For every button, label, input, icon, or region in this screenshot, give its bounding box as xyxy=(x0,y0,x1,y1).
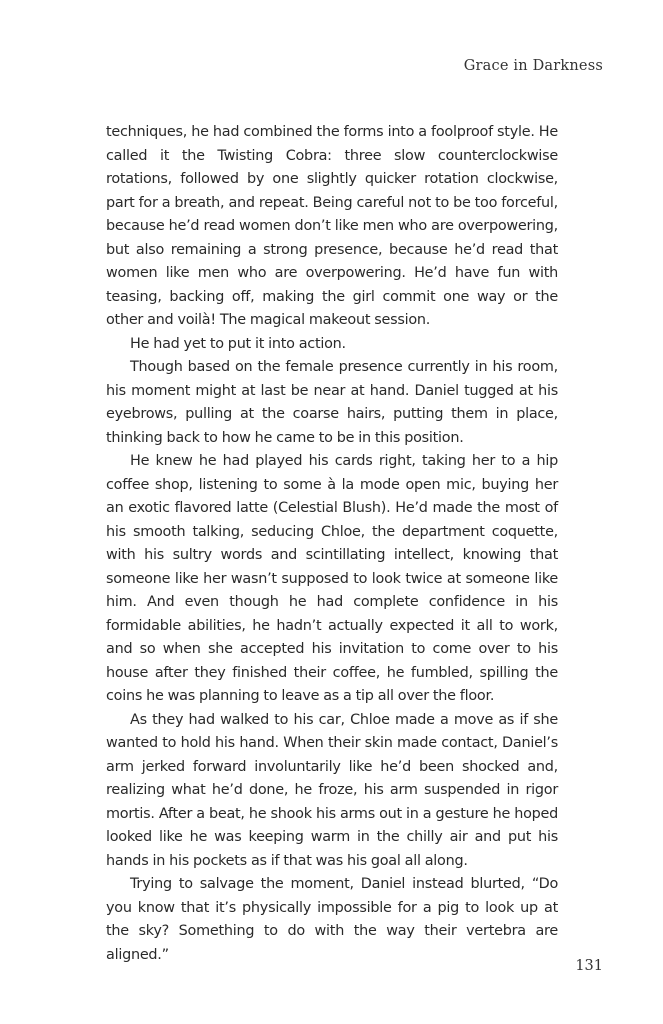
paragraph: He knew he had played his cards right, taking her to a hip coffee shop, listening to some à la mode open mic, buying her an exotic flavored latte (Celestial Blush). He’d made the most of his smooth talking, seducing Chloe, the department coquette, with his sultry words and scintillating intellect, knowing that someone like her wasn’t supposed to look twice at someone like him. And even though he had complete confidence in his formidable abilities, he hadn’t actually expected it all to work, and so when she accepted his invitation to come over to his house after they finished their coffee, he fumbled, spilling the coins he was planning to leave as a tip all over the floor. xyxy=(106,453,558,704)
paragraph: He had yet to put it into action. xyxy=(130,335,346,352)
body-text xyxy=(106,121,558,967)
paragraph: Trying to salvage the moment, Daniel instead blurted, “Do you know that it’s physically impossible for a pig to look up at the sky? Something to do with the way their vertebra are aligned.” xyxy=(106,876,558,963)
paragraph: techniques, he had combined the forms into a foolproof style. He called it the Twisting Cobra: three slow counterclockwise rotations, followed by one slightly quicker rotation clockwise, part for a breath, and repeat. Being careful not to be too forceful, because he’d read women don’t like men who are overpowering, but also remaining a strong presence, because he’d read that women like men who are overpowering. He’d have fun with teasing, backing off, making the girl commit one way or the other and voilà! The magical makeout session. xyxy=(106,124,558,328)
running-head: Grace in Darkness xyxy=(463,58,603,74)
page-number: 131 xyxy=(575,958,603,974)
paragraph: Though based on the female presence currently in his room, his moment might at last be near at hand. Daniel tugged at his eyebrows, pulling at the coarse hairs, putting them in place, thinking back to how he came to be in this position. xyxy=(106,359,558,446)
paragraph: As they had walked to his car, Chloe made a move as if she wanted to hold his hand. When their skin made contact, Daniel’s arm jerked forward involuntarily like he’d been shocked and, realizing what he’d done, he froze, his arm suspended in rigor mortis. After a beat, he shook his arms out in a gesture he hoped looked like he was keeping warm in the chilly air and put his hands in his pockets as if that was his goal all along. xyxy=(106,711,558,869)
